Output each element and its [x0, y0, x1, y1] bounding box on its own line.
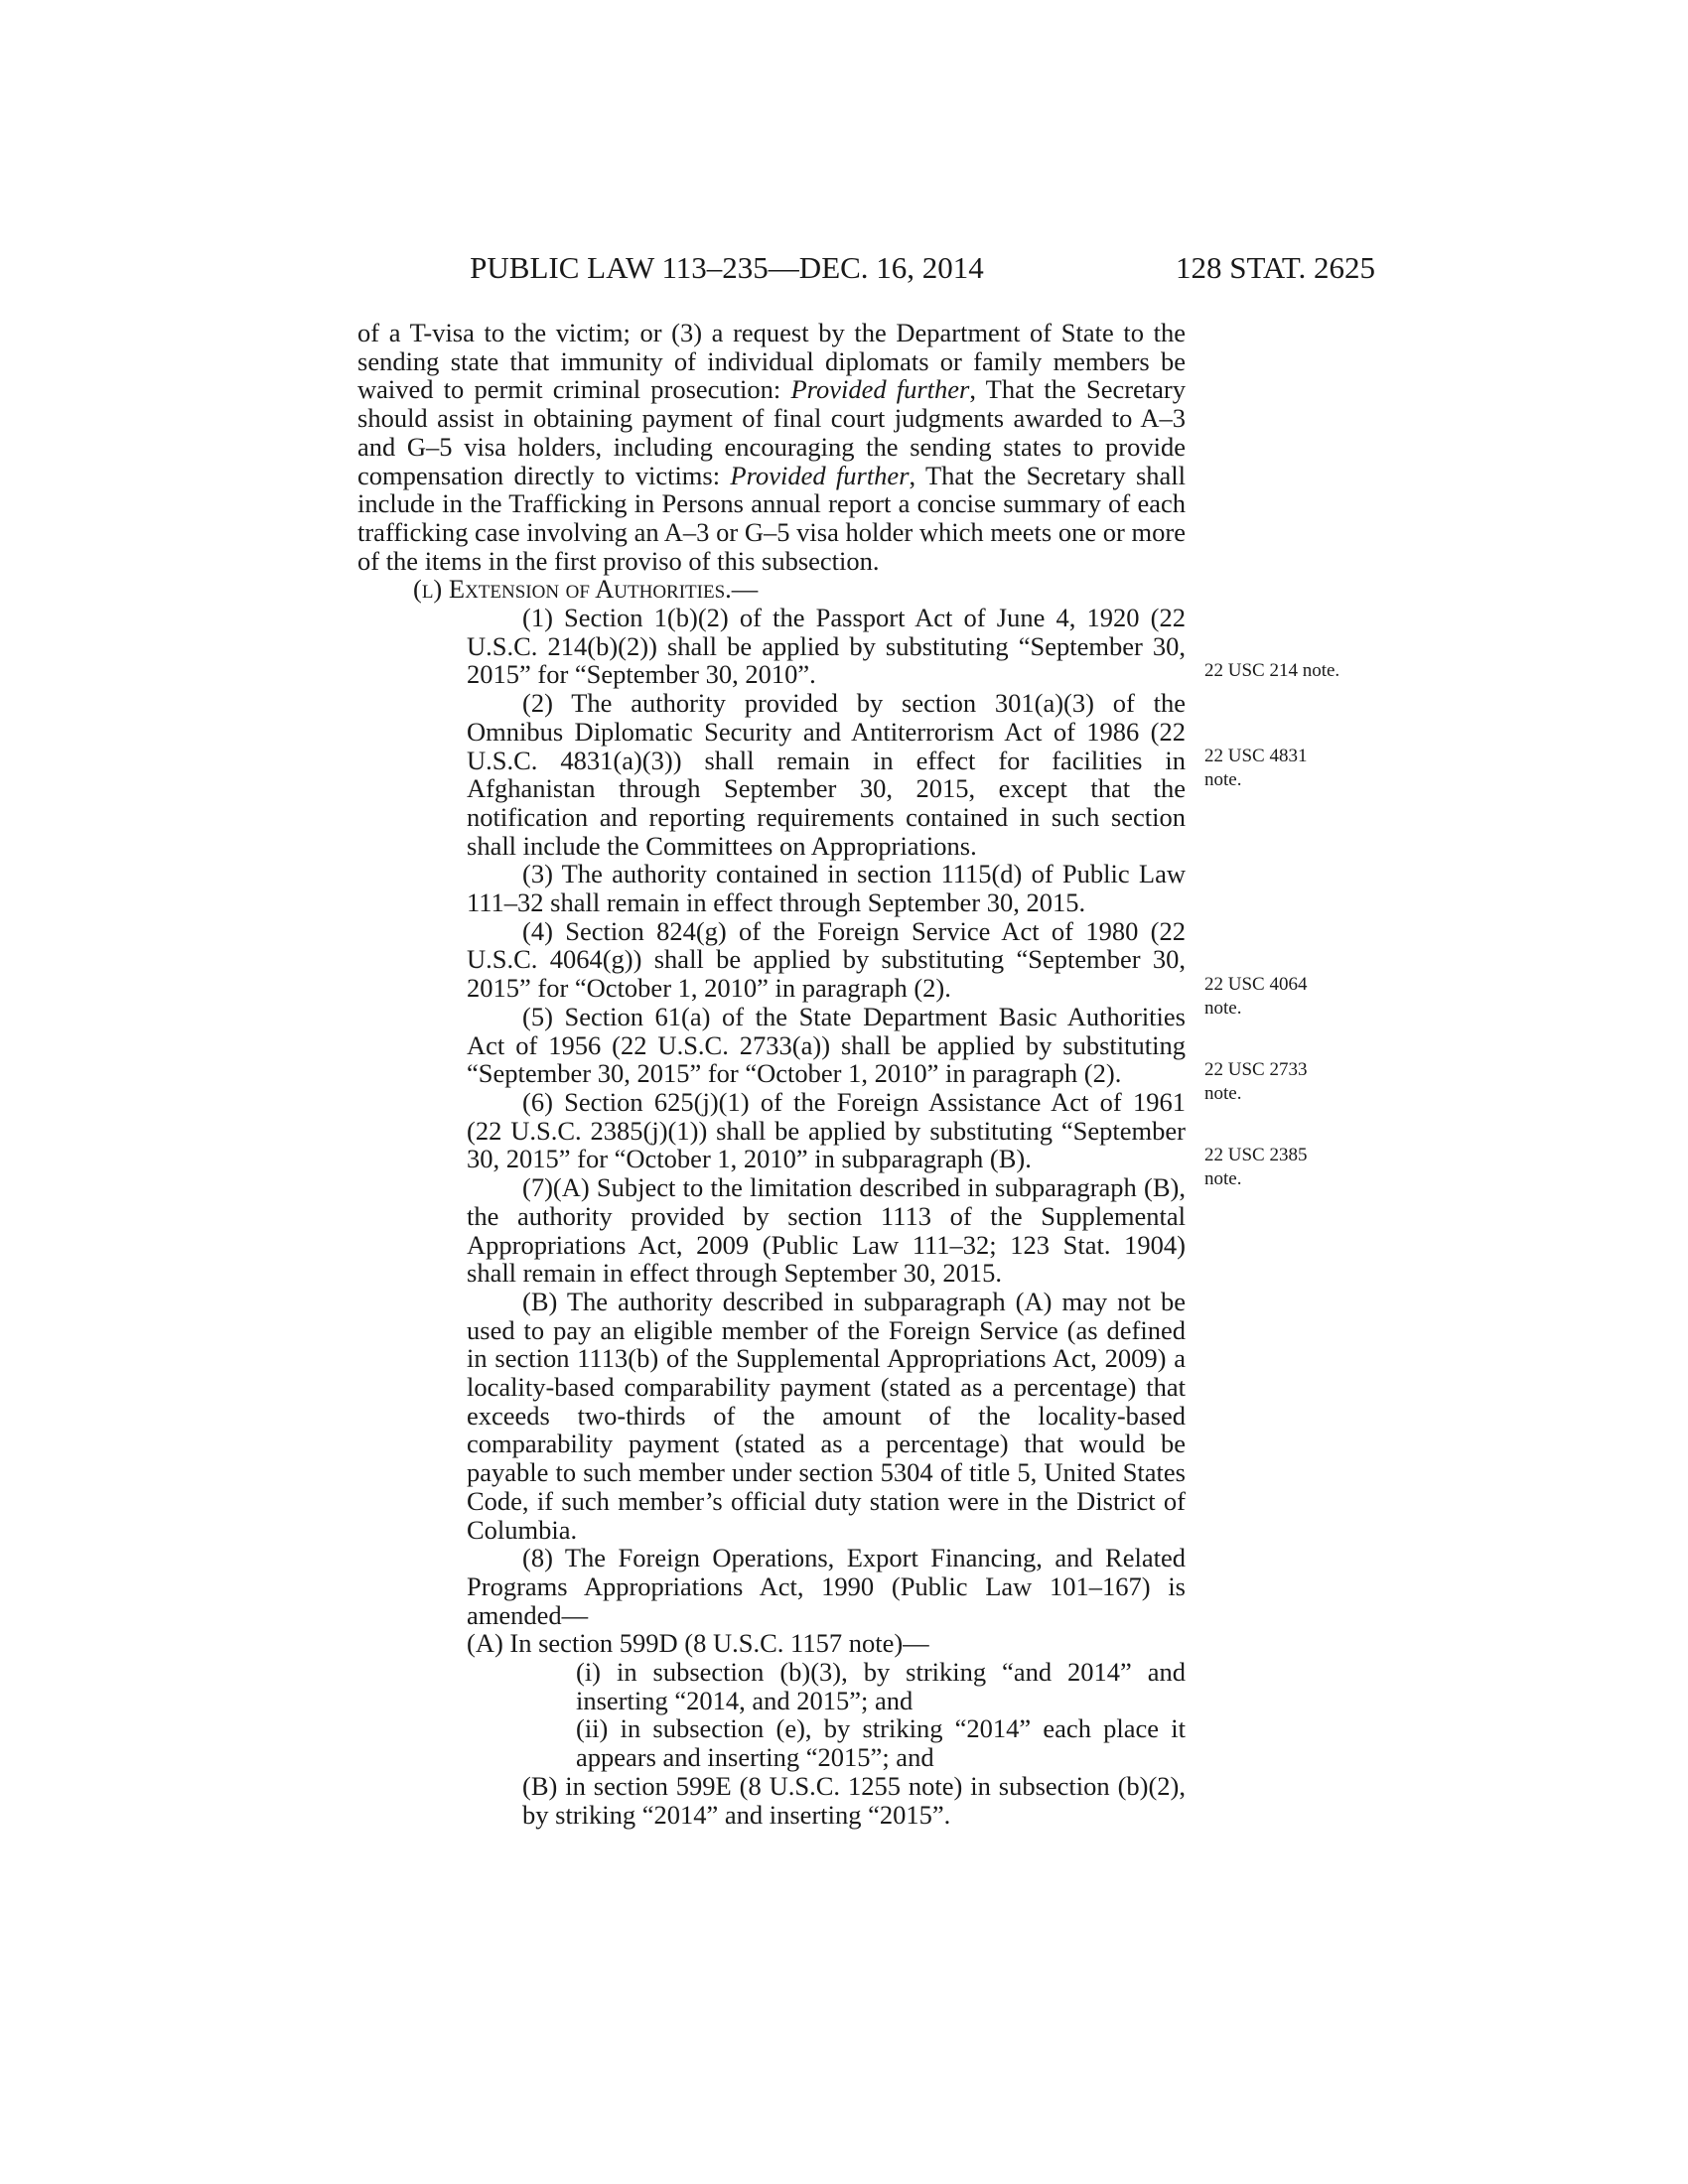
intro-paragraph: of a T-visa to the victim; or (3) a request by the Department of State to the sending state that immunity of individual diplomats or family members be waived to permit criminal prosecution: Provided further, That the Secretary should assist in obtaining payment of final court judgments awarded to A–3 and G–5 visa holders, including encouraging the sending states to provide compensation directly to victims: Provided further, That the Secretary shall include in the Trafficking in Persons annual report a concise summary of each trafficking case involving an A–3 or G–5 visa holder which meets one or more of the items in the first proviso of this subsection.: [357, 318, 1187, 576]
paragraph-7b: (B) The authority described in subparagraph (A) may not be used to pay an eligible member of the Foreign Service (as defined in section 1113(b) of the Supplemental Appropriations Act, 2009) a locality-based comparability payment (stated as a percentage) that exceeds two-thirds of the amount of the locality-based comparability payment (stated as a percentage) that would be payable to such member under section 5304 of title 5, United States Code, if such member’s official duty station were in the District of Columbia.: [467, 1286, 1186, 1545]
paragraph-8: (8) The Foreign Operations, Export Financing, and Related Programs Appropriations Act, 1990 (Public Law 101–167) is amended—: [467, 1543, 1186, 1630]
paragraph-7a: (7)(A) Subject to the limitation described in subparagraph (B), the authority provided by section 1113 of the Supplemental Appropriations Act, 2009 (Public Law 111–32; 123 Stat. 1904) shall remain in effect through September 30, 2015.: [467, 1172, 1186, 1289]
paragraph-5: (5) Section 61(a) of the State Department Basic Authorities Act of 1956 (22 U.S.C. 2733(a)) shall be applied by substituting “September 30, 2015” for “October 1, 2010” in paragraph (2).: [467, 1001, 1186, 1089]
paragraph-1: (1) Section 1(b)(2) of the Passport Act of June 4, 1920 (22 U.S.C. 214(b)(2)) shall be applied by substituting “September 30, 2015” for “September 30, 2010”.: [467, 603, 1186, 690]
paragraph-8a-ii: (ii) in subsection (e), by striking “2014” each place it appears and inserting “2015”; and: [576, 1713, 1186, 1773]
margin-note-22usc4831: 22 USC 4831 note.: [1204, 746, 1308, 790]
paragraph-8b: (B) in section 599E (8 U.S.C. 1255 note) in subsection (b)(2), by striking “2014” and inserting “2015”.: [522, 1770, 1186, 1830]
statute-page-reference: 128 STAT. 2625: [1175, 250, 1375, 285]
page-title: PUBLIC LAW 113–235—DEC. 16, 2014: [470, 250, 984, 285]
document-body: [357, 319, 1186, 1829]
paragraph-8a: (A) In section 599D (8 U.S.C. 1157 note)—: [467, 1628, 929, 1659]
margin-note-22usc2733: 22 USC 2733 note.: [1204, 1059, 1308, 1104]
running-head: [425, 250, 1375, 290]
proviso-phrase: Provided further: [730, 460, 910, 490]
margin-note-22usc2385: 22 USC 2385 note.: [1204, 1145, 1308, 1189]
section-heading: (l) Extension of Authorities.—: [413, 574, 759, 605]
margin-note-22usc214: 22 USC 214 note.: [1204, 660, 1340, 681]
paragraph-6: (6) Section 625(j)(1) of the Foreign Assistance Act of 1961 (22 U.S.C. 2385(j)(1)) shall be applied by substituting “September 30, 2015” for “October 1, 2010” in subparagraph (B).: [467, 1086, 1186, 1174]
proviso-phrase: Provided further: [790, 374, 970, 405]
paragraph-4: (4) Section 824(g) of the Foreign Service Act of 1980 (22 U.S.C. 4064(g)) shall be applied by substituting “September 30, 2015” for “October 1, 2010” in paragraph (2).: [467, 915, 1186, 1004]
paragraph-8a-i: (i) in subsection (b)(3), by striking “and 2014” and inserting “2014, and 2015”; and: [576, 1657, 1186, 1715]
paragraph-2: (2) The authority provided by section 301(a)(3) of the Omnibus Diplomatic Security and Antiterrorism Act of 1986 (22 U.S.C. 4831(a)(3)) shall remain in effect for facilities in Afghanistan through September 30, 2015, except that the notification and reporting requirements contained in such section shall include the Committees on Appropriations.: [467, 688, 1186, 861]
margin-note-22usc4064: 22 USC 4064 note.: [1204, 974, 1308, 1019]
paragraph-3: (3) The authority contained in section 1115(d) of Public Law 111–32 shall remain in effect through September 30, 2015.: [467, 859, 1186, 918]
